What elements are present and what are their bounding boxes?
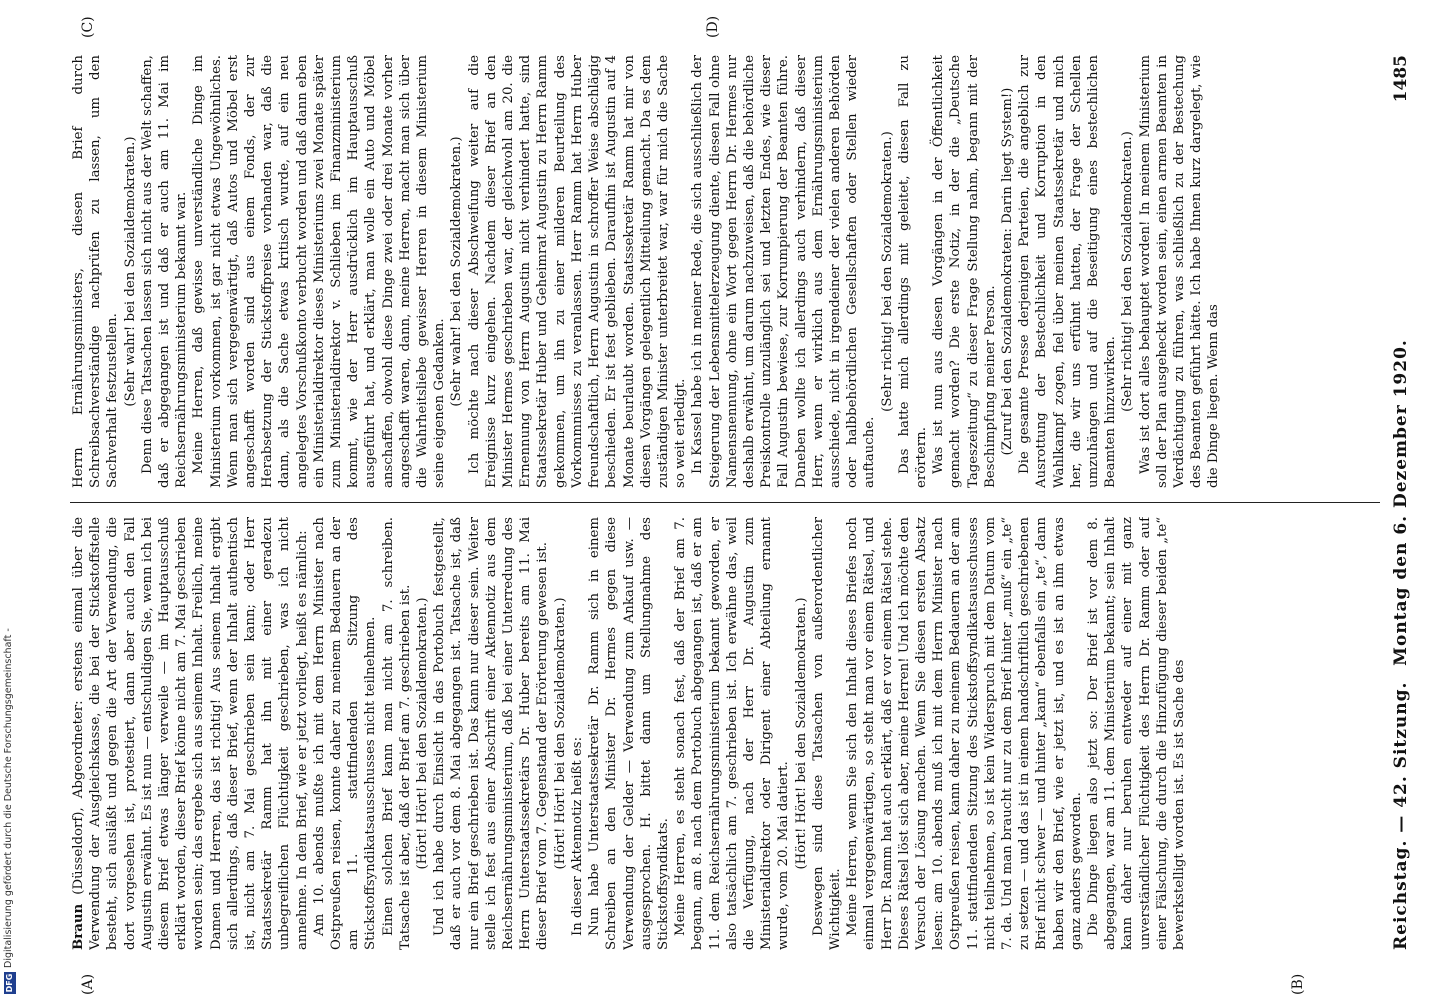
paragraph: Einen solchen Brief kann man nicht am 7. schreiben. Tatsache ist aber, daß der Brief am 7. geschrieben ist.	[380, 517, 413, 950]
interjection: (Sehr wahr! bei den Sozialdemokraten.)	[122, 136, 138, 407]
page-number: 1485	[1391, 55, 1411, 103]
speech-text: erstens einmal über die Verwendung der Ausgleichskasse, die bei der Stickstoffstelle besteht, sich ausläßt und gegen die Art der Verwendung, die dort vorgesehen ist, protestiert, dann aber auch den Fall Augustin erwähnt. Es ist nun — entschuldigen Sie, wenn ich bei diesem Brief etwas länger verweile — im Hauptausschuß erklärt worden, dieser Brief könne nicht am 7. Mai geschrieben worden sein; das ergebe sich aus seinem Inhalt. Freilich, meine Damen und Herren, das ist richtig! Aus seinem Inhalt ergibt sich allerdings, daß dieser Brief, wenn der Inhalt authentisch ist, nicht am 7. Mai geschrieben sein kann; oder Herr Staatssekretär Ramm hat ihn mit einer geradezu unbegreiflichen Flüchtigkeit geschrieben, was ich nicht annehme. In dem Brief, wie er jetzt vorliegt, heißt es nämlich:	[71, 517, 310, 950]
paragraph: Meine Herren, daß gewisse unverständliche Dinge im Ministerium vorkommen, ist gar nicht etwas Ungewöhnliches. Wenn man sich vergegenwärtigt, daß Autos und Möbel erst angeschafft worden sind aus einem Fonds, der zur Herabsetzung der Stickstoffpreise vorhanden war, daß die dann, als die Sache etwas kritisch wurde, auf ein neu angelegtes Vorschußkonto verbucht worden und daß dann eben ein Ministerialdirektor dieses Ministeriums zwei Monate später zum Ministerialdirektor v. Schlieben im Finanzministerium kommt, wie der Herr ausdrücklich im Hauptausschuß ausgeführt hat, und erklärt, man wolle ein Auto und Möbel anschaffen, obwohl diese Dinge zwei oder drei Monate vorher angeschafft waren, dann, meine Herren, macht man sich über die Wahrheitsliebe gewisser Herren in diesem Ministerium seine eigenen Gedanken.	[191, 55, 448, 488]
quoted-passage: Nun habe Unterstaatssekretär Dr. Ramm sich in einem Schreiben an den Minister Dr. Hermes gegen diese Verwendung der Gelder — Verwendung zum Ankauf usw. — ausgesprochen. H. bittet dann um Stellungnahme des Stickstoffsyndikats.	[587, 517, 671, 950]
speaker-name: Braun	[71, 903, 86, 950]
paragraph: Das hatte mich allerdings mit geleitet, diesen Fall zu erörtern.	[896, 55, 929, 488]
margin-marker-b: (B)	[1290, 973, 1306, 995]
paragraph: Die gesamte Presse derjenigen Parteien, die angeblich zur Ausrottung der Bestechlichkeit und Korruption in den Wahlkampf zogen, fiel über meinen Staatssekretär und mich her, die wir uns erfühnt hatten, der Frage der Schellen umzuhängen und auf die Beseitigung eines bestechlichen Beamten hinzuwirken.	[1017, 55, 1119, 488]
interjection: (Hört! Hört! bei den Sozialdemokraten.)	[552, 597, 568, 870]
header-date: Montag den 6. Dezember 1920.	[1391, 339, 1411, 666]
interjection: (Hört! Hört! bei den Sozialdemokraten.)	[793, 597, 809, 870]
paragraph: Was ist nun aus diesen Vorgängen in der Öffentlichkeit gemacht worden? Die erste Notiz, in der die „Deutsche Tageszeitung“ zu dieser Frage Stellung nahm, begann mit der Beschimpfung meiner Person.	[931, 55, 998, 488]
interjection: (Sehr richtig! bei den Sozialdemokraten.)	[1120, 131, 1136, 412]
paragraph: Meine Herren, es steht sonach fest, daß der Brief am 7. begann, am 8. nach dem Portobuch abgegangen ist, daß er am 11. dem Reichsernährungsministerium bekannt geworden, er also tatsächlich am 7. geschrieben ist. Ich erwähne das, weil die Verfügung, nach der Herr Dr. Augustin zum Ministerialdirektor oder Dirigent einer Abteilung ernannt wurde, vom 20. Mai datiert.	[673, 517, 792, 950]
left-column	[70, 517, 1380, 950]
quoted-passage: Am 10. abends mußte ich mit dem Herrn Minister nach Ostpreußen reisen, konnte daher zu meinem Bedauern an der am 11. stattfindenden Sitzung des Stickstoffsyndikatsausschusses nicht teilnehmen.	[311, 517, 379, 950]
paragraph: Denn diese Tatsachen lassen sich nicht aus der Welt schaffen, daß er abgegangen ist und daß er auch am 11. Mai im Reichsernährungsministerium bekannt war.	[139, 55, 190, 488]
paragraph: Deswegen sind diese Tatsachen von außerordentlicher Wichtigkeit.	[810, 517, 843, 950]
paragraph: Die Dinge liegen also jetzt so: Der Brief ist vor dem 8. abgegangen, war am 11. dem Ministerium bekannt; sein Inhalt kann daher nur beruhen entweder auf einer mit ganz unverständlicher Flüchtigkeit des Herrn Dr. Ramm oder auf einer Fälschung, die durch die Hinzufügung dieser beiden „te“ bewerkstelligt worden ist. Es ist Sache des	[1085, 517, 1187, 950]
credit-text: Digitalisierung gefördert durch die Deutsche Forschungsgemeinschaft -	[3, 628, 14, 968]
speech-opening	[70, 517, 311, 950]
paragraph: Ich möchte nach dieser Abschweifung weiter auf die Ereignisse kurz eingehen. Nachdem dieser Brief an den Minister Hermes geschrieben war, der gleichwohl am 20. die Ernennung von Herrn Augustin nicht verhindert hatte, sind Staatssekretär Huber und Geheimrat Augustin zu Herrn Ramm gekommen, um ihn zu einer milderen Beurteilung des Vorkommnisses zu veranlassen. Herr Ramm hat Herrn Huber freundschaftlich, Herrn Augustin in schroffer Weise abschlägig beschieden. Er ist fest geblieben. Daraufhin ist Augustin auf 4 Monate beurlaubt worden. Staatssekretär Ramm hat mir von diesen Vorgängen gelegentlich Mitteilung gemacht. Da es dem zuständigen Minister unterbreitet war, war für mich die Sache so weit erledigt.	[466, 55, 689, 488]
paragraph: In Kassel habe ich in meiner Rede, die sich ausschließlich der Steigerung der Lebensmittelerzeugung diente, diesen Fall ohne Namensnennung, ohne ein Wort gegen Herrn Dr. Hermes nur deshalb erwähnt, um darum nachzuweisen, daß die behördliche Preiskontrolle unzulänglich sei und letzten Endes, wie dieser Fall Augustin bewiese, zur Korrumpierung der Beamten führe. Daneben wollte ich allerdings auch verhindern, daß dieser Herr, wenn er wirklich aus dem Ernährungsministerium ausschiede, nicht in irgendeiner der vielen anderen Behörden oder halbbehördlichen Gesellschaften oder Stellen wieder auftauche.	[690, 55, 878, 488]
interjection: (Zuruf bei den Sozialdemokraten: Darin liegt System!)	[999, 87, 1015, 456]
margin-marker-d: (D)	[705, 15, 721, 38]
paragraph: Und ich habe durch Einsicht in das Portobuch festgestellt, daß er auch vor dem 8. Mai abgegangen ist. Tatsache ist, daß nur ein Brief geschrieben ist. Das kann nur dieser sein. Weiter stelle ich fest aus einer Abschrift einer Aktennotiz aus dem Reichsernährungsministerium, daß bei einer Unterredung des Herrn Unterstaatssekretärs Dr. Huber bereits am 11. Mai dieser Brief vom 7. Gegenstand der Erörterung gewesen ist.	[432, 517, 551, 950]
margin-marker-c: (C)	[80, 16, 96, 38]
header-session: Reichstag. — 42. Sitzung.	[1391, 681, 1411, 950]
right-column	[70, 55, 1380, 488]
column-divider	[70, 502, 1380, 503]
interjection: (Sehr wahr! bei den Sozialdemokraten.)	[449, 136, 465, 407]
paragraph: Was ist dort alles behauptet worden! In meinem Ministerium soll der Plan ausgeheckt worden sein, einen armen Beamten in Verdächtigung zu führen, was schließlich zu der Bestechung des Beamten geführt hätte. Ich habe Ihnen kurz dargelegt, wie die Dinge liegen. Wenn das	[1137, 55, 1222, 488]
page-header	[1385, 55, 1425, 950]
paragraph: In dieser Aktennotiz heißt es:	[569, 736, 585, 936]
margin-marker-a: (A)	[80, 973, 96, 995]
paragraph: Herrn Ernährungsministers, diesen Brief durch Schreibsachverständige nachprüfen zu lassen, um den Sachverhalt festzustellen.	[71, 55, 121, 488]
digitization-credit	[2, 0, 16, 1000]
speaker-note: (Düsseldorf), Abgeordneter:	[71, 700, 86, 895]
dfg-logo: DFG	[5, 973, 14, 993]
paragraph: Meine Herren, wenn Sie sich den Inhalt dieses Briefes noch einmal vergegenwärtigen, so steht man vor einem Rätsel, und Herr Dr. Ramm hat auch erklärt, daß er vor einem Rätsel stehe. Dieses Rätsel löst sich aber, meine Herren! Und ich möchte den Versuch der Lösung machen. Wenn Sie diesen ersten Absatz lesen: am 10. abends muß ich mit dem Herrn Minister nach Ostpreußen reisen, kann daher zu meinem Bedauern an der am 11. stattfindenden Sitzung des Stickstoffsyndikatsausschusses nicht teilnehmen, so ist kein Widerspruch mit dem Datum vom 7. da. Und man braucht nur zu dem Brief hinter „muß“ ein „te“ zu setzen — und das ist in einem handschriftlich geschriebenen Brief nicht schwer — und hinter „kann“ ebenfalls ein „te“, dann haben wir den Brief, wie er jetzt ist, und es ist an ihm etwas ganz anders geworden.	[845, 517, 1084, 950]
interjection: (Hört! Hört! bei den Sozialdemokraten.)	[415, 597, 431, 870]
interjection: (Sehr richtig! bei den Sozialdemokraten.)	[879, 131, 895, 412]
